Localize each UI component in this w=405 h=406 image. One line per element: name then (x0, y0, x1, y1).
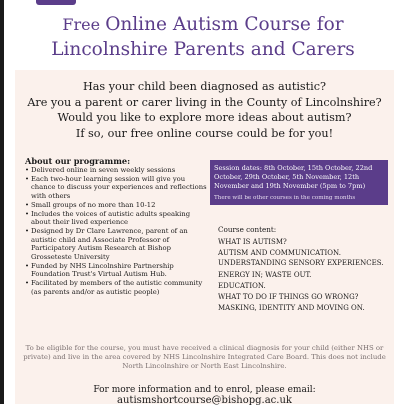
intro-line: Has your child been diagnosed as autistic? (83, 80, 326, 93)
programme-item: • Funded by NHS Lincolnshire Partnership Foundation Trust's Virtual Autism Hub. (25, 262, 211, 279)
top-tab-decoration (36, 0, 76, 5)
content-item: MASKING, IDENTITY AND MOVING ON. (218, 303, 365, 312)
session-dates-label: Session dates: (214, 164, 265, 172)
programme-item: • Each two-hour learning session will give you chance to discuss your experiences and reflections with others (25, 175, 211, 201)
programme-item: • Designed by Dr Clare Lawrence, parent of an autistic child and Associate Professor of Participatory Autism Research at Bishop Grosseteste University (25, 227, 211, 262)
eligibility-text: To be eligible for the course, you must have received a clinical diagnosis for your child (either NHS or private) and live in the area covered by NHS Lincolnshire Integrated Care Board. This does not include North Lincolnshire or North East Lincolnshire. (23, 344, 386, 370)
flyer-heading (6, 12, 400, 62)
heading-free: Free (62, 15, 106, 34)
course-content-title: Course content: (218, 225, 277, 234)
content-item: WHAT IS AUTISM? (218, 238, 287, 246)
content-item: EDUCATION. (218, 281, 266, 290)
session-dates-box (210, 160, 388, 205)
programme-item: • Facilitated by members of the autistic community (as parents and/or as autistic people) (25, 279, 211, 296)
content-item: ENERGY IN; WASTE OUT. (218, 270, 312, 279)
content-item: WHAT TO DO IF THINGS GO WRONG? (218, 292, 359, 301)
programme-title: About our programme: (25, 156, 131, 166)
info-panel (15, 70, 394, 404)
session-dates-list: 8th October, 15th October, 22nd October, 29th October, 5th November, 12th November and 19th November (5pm to 7pm) (214, 164, 373, 191)
intro-line: Are you a parent or carer living in the County of Lincolnshire? (27, 95, 382, 109)
programme-list (25, 166, 211, 297)
intro-line: If so, our free online course could be for you! (75, 126, 334, 140)
session-dates-text (214, 164, 386, 192)
page-edge (0, 0, 4, 404)
programme-item: • Small groups of no more than 10-12 (25, 201, 211, 210)
programme-item: • Includes the voices of autistic adults speaking about their lived experience (25, 210, 211, 227)
intro-questions (15, 79, 394, 141)
content-item: AUTISM AND COMMUNICATION. (218, 248, 341, 257)
heading-line-1 (6, 12, 400, 37)
intro-line: Would you like to explore more ideas about autism? (57, 111, 352, 125)
programme-item: • Delivered online in seven weekly sessions (25, 166, 211, 175)
heading-line-2: Lincolnshire Parents and Carers (51, 39, 355, 60)
enrol-email[interactable]: autismshortcourse@bishopg.ac.uk (117, 395, 292, 406)
future-courses-note: There will be other courses in the coming months (214, 195, 356, 201)
content-item: UNDERSTANDING SENSORY EXPERIENCES. (218, 258, 384, 267)
heading-course-title: Online Autism Course for (105, 14, 344, 35)
course-content-list (218, 237, 390, 313)
enrol-text: For more information and to enrol, please email: (93, 385, 316, 395)
